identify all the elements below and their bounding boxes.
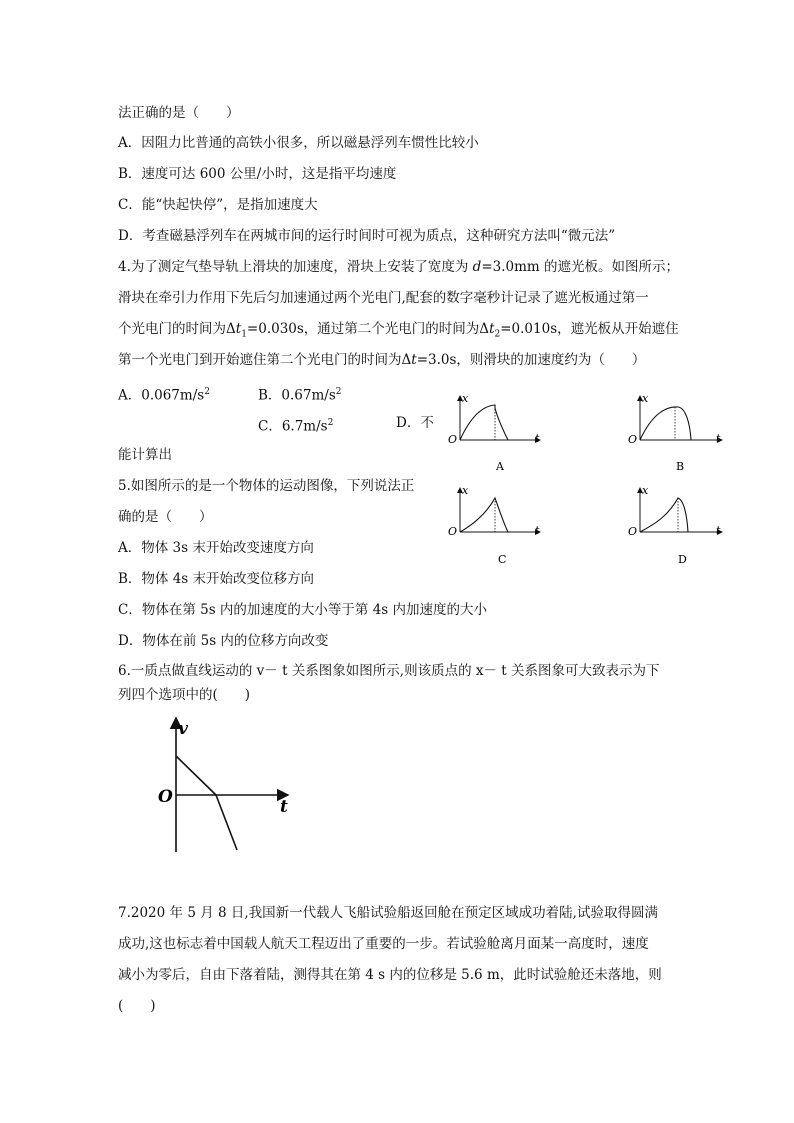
q5-stem-line-2: 确的是（ ） <box>118 509 213 525</box>
graph-c-x-label: x <box>462 484 469 497</box>
graph-c-origin-label: O <box>448 525 458 538</box>
q4-option-c: C．$6.7m/s^2$ <box>258 418 334 435</box>
vt-line-segment-1 <box>176 756 216 795</box>
graph-b-t-label: t <box>716 432 721 445</box>
q3-option-c: C．能“快起快停”，是指加速度大 <box>118 197 318 213</box>
graph-b-x-label: x <box>642 392 649 405</box>
vt-origin-label: O <box>158 787 173 807</box>
xt-graphs <box>440 388 740 568</box>
q4-option-a: A．$0.067m/s^2$ <box>118 387 210 404</box>
vt-line-segment-2 <box>216 795 237 850</box>
graph-c-t-label: t <box>535 524 540 537</box>
q4-line-4: 第一个光电门到开始遮住第二个光电门的时间为Δt=3.0s，则滑块的加速度约为（ ） <box>118 352 646 368</box>
q3-stem-tail: 法正确的是（ ） <box>118 105 240 121</box>
graph-a-t-label: t <box>535 432 540 445</box>
graph-a-letter: A <box>496 460 504 473</box>
graph-d-curve <box>640 498 688 532</box>
xt-graph-d <box>628 484 722 566</box>
q3-option-a: A．因阻力比普通的高铁小很多，所以磁悬浮列车惯性比较小 <box>118 135 479 151</box>
q7-line-1: 7.2020 年 5 月 8 日,我国新一代载人飞船试验船返回舱在预定区域成功着陆,试验取得圆满 <box>118 905 658 921</box>
graph-d-letter: D <box>678 553 687 566</box>
q4-line-3: 个光电门的时间为$\Delta t_1=0.030s$，通过第二个光电门的时间为$\Delta t_2=0.010s$，遮光板从开始遮住 <box>118 321 679 340</box>
q4-option-b: B．$0.67m/s^2$ <box>258 387 342 404</box>
graph-b-letter: B <box>676 460 685 473</box>
q6-line-1: 6.一质点做直线运动的 v－ t 关系图象如图所示,则该质点的 x－ t 关系图象可大致表示为下 <box>118 663 660 679</box>
graph-d-t-label: t <box>716 524 721 537</box>
vt-graph <box>150 712 310 857</box>
graph-d-origin-label: O <box>628 525 638 538</box>
q5-option-c: C．物体在第 5s 内的加速度的大小等于第 4s 内加速度的大小 <box>118 602 488 618</box>
q4-line-2: 滑块在牵引力作用下先后匀加速通过两个光电门,配套的数字毫秒计记录了遮光板通过第一 <box>118 290 649 306</box>
vt-v-label: v <box>178 719 188 739</box>
q7-line-3: 减小为零后，自由下落着陆，测得其在第 4 s 内的位移是 5.6 m，此时试验舱还未落地，则 <box>118 967 662 983</box>
q5-stem-line-1: 5.如图所示的是一个物体的运动图像，下列说法正 <box>118 478 415 494</box>
q7-line-2: 成功,这也标志着中国载人航天工程迈出了重要的一步。若试验舱离月面某一高度时，速度 <box>118 936 649 952</box>
q3-option-d: D．考查磁悬浮列车在两城市间的运行时间时可视为质点，这种研究方法叫“微元法” <box>118 228 616 244</box>
q4-option-d: D．不 <box>396 415 434 431</box>
q4-option-d-continued: 能计算出 <box>118 447 172 463</box>
q3-option-b: B．速度可达 600 公里/小时，这是指平均速度 <box>118 166 397 182</box>
xt-graph-a <box>448 392 540 473</box>
q6-line-2: 列四个选项中的( ) <box>118 687 251 703</box>
graph-b-curve <box>640 407 691 440</box>
graph-c-curve <box>460 498 508 532</box>
xt-graph-c <box>448 484 540 566</box>
q7-line-4: ( ) <box>118 998 156 1014</box>
q5-option-b: B．物体 4s 末开始改变位移方向 <box>118 571 315 587</box>
q5-option-a: A．物体 3s 末开始改变速度方向 <box>118 540 314 556</box>
graph-a-curve <box>460 405 508 440</box>
graph-d-x-label: x <box>642 484 649 497</box>
q5-option-d: D．物体在前 5s 内的位移方向改变 <box>118 633 329 649</box>
graph-c-letter: C <box>498 553 507 566</box>
graph-a-origin-label: O <box>448 433 458 446</box>
xt-graph-b <box>628 392 722 473</box>
graph-b-origin-label: O <box>628 433 638 446</box>
q4-line-1: 4.为了测定气垫导轨上滑块的加速度，滑块上安装了宽度为 d=3.0mm 的遮光板。如图所示； <box>118 259 680 275</box>
vt-t-label: t <box>280 797 288 817</box>
graph-a-x-label: x <box>462 392 469 405</box>
